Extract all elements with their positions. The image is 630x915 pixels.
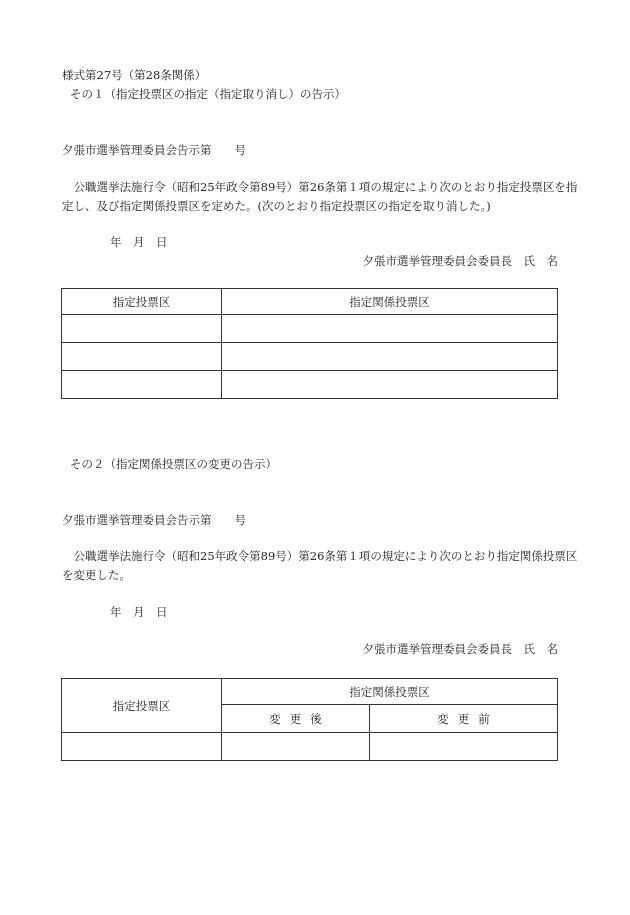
table-cell — [62, 371, 222, 399]
section2-date: 年 月 日 — [110, 605, 168, 619]
section1-notice-number: 夕張市選挙管理委員会告示第 号 — [62, 143, 246, 157]
section1-heading: その１（指定投票区の指定（指定取り消し）の告示） — [70, 87, 346, 101]
section2-notice-number: 夕張市選挙管理委員会告示第 号 — [62, 513, 246, 527]
section2-header-after: 変更後 — [222, 705, 370, 733]
form-label: 様式第27号（第28条関係） — [62, 68, 207, 82]
section1-table — [61, 288, 558, 399]
table-row — [62, 315, 558, 343]
table-cell — [222, 343, 558, 371]
section2-header-designated: 指定投票区 — [62, 679, 222, 733]
table-cell — [62, 315, 222, 343]
section2-heading: その２（指定関係投票区の変更の告示） — [70, 457, 277, 471]
section2-signer: 夕張市選挙管理委員会委員長 氏 名 — [362, 642, 558, 656]
table-cell — [222, 371, 558, 399]
table-cell — [222, 315, 558, 343]
section1-header-designated: 指定投票区 — [62, 289, 222, 315]
table-cell — [62, 733, 222, 761]
section2-header-related: 指定関係投票区 — [222, 679, 558, 705]
table-row — [62, 733, 558, 761]
section1-date: 年 月 日 — [110, 235, 168, 249]
section2-header-before: 変更前 — [370, 705, 558, 733]
table-cell — [222, 733, 370, 761]
table-row — [62, 343, 558, 371]
section1-body: 公職選挙法施行令（昭和25年政令第89号）第26条第１項の規定により次のとおり指定投票区を指定し、及び指定関係投票区を定めた。(次のとおり指定投票区の指定を取り消した。) — [62, 180, 578, 213]
section1-header-related: 指定関係投票区 — [222, 289, 558, 315]
section2-table — [61, 678, 558, 761]
table-row — [62, 371, 558, 399]
section1-signer: 夕張市選挙管理委員会委員長 氏 名 — [362, 254, 558, 268]
section2-body: 公職選挙法施行令（昭和25年政令第89号）第26条第１項の規定により次のとおり指定関係投票区を変更した。 — [62, 549, 578, 582]
table-cell — [62, 343, 222, 371]
table-cell — [370, 733, 558, 761]
